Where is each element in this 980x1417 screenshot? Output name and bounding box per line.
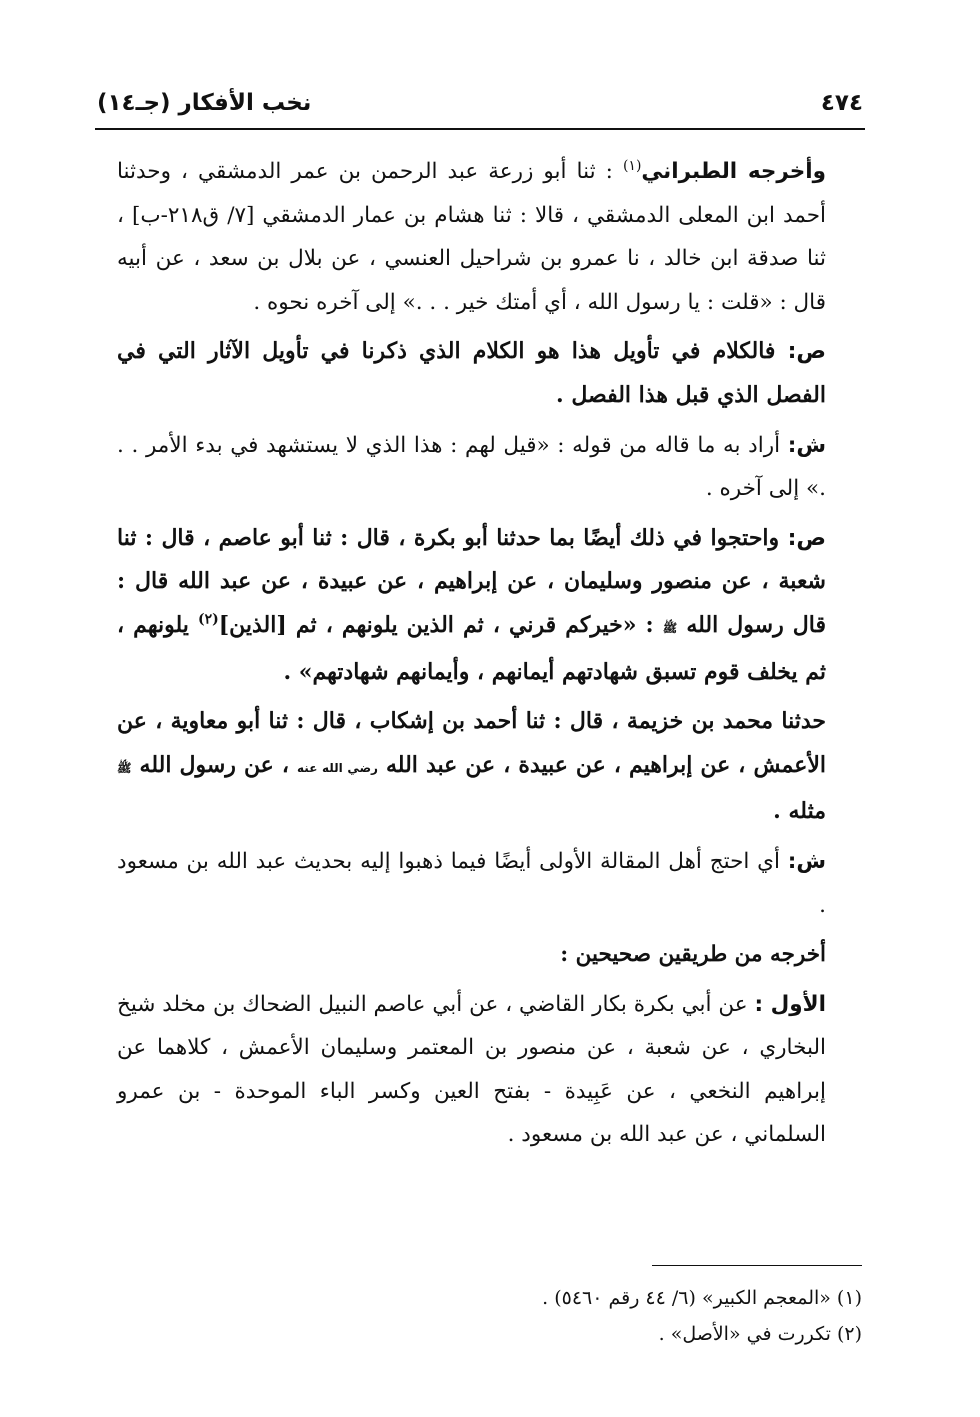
paragraph-sad-2	[117, 517, 862, 694]
paragraph-text: فالكلام في تأويل هذا هو الكلام الذي ذكرنا في تأويل الآثار التي في الفصل الذي قبل هذا الفصل .	[117, 338, 826, 408]
paragraph-label: ش:	[787, 432, 826, 458]
paragraph-text: واحتجوا في ذلك أيضًا بما حدثنا أبو بكرة ، قال : ثنا أبو عاصم ، قال : ثنا شعبة ، عن منصور وسليمان ، عن إبراهيم ، عن عبيدة ، عن عبد الله قال : قال رسول الله	[117, 524, 827, 638]
paragraph-first-route	[117, 983, 862, 1157]
paragraph-text: ، عن رسول الله	[131, 751, 298, 778]
footnotes	[117, 1280, 862, 1352]
footnote-ref-1[interactable]: (١)	[622, 157, 642, 174]
paragraph-label: ش:	[787, 848, 826, 874]
paragraph-text: أي احتج أهل المقالة الأولى أيضًا فيما ذهبوا إليه بحديث عبد الله بن مسعود .	[117, 848, 826, 918]
paragraph-label: وأخرجه الطبراني	[641, 159, 826, 184]
paragraph-tabarani	[117, 150, 862, 324]
paragraph-label: ص:	[787, 339, 826, 365]
paragraph-text: : «خيركم قرني ، ثم الذين يلونهم ، ثم [الذين]	[218, 611, 663, 638]
page-number: ٤٧٤	[820, 90, 863, 116]
paragraph-shin-1	[117, 424, 862, 511]
paragraph-text: أراد به ما قاله من قوله : «قيل لهم : هذا الذي لا يستشهد في بدء الأمر . . .» إلى آخره .	[117, 432, 826, 502]
running-title: نخب الأفكار (جـ١٤)	[97, 90, 312, 116]
paragraph-text: حدثنا محمد بن خزيمة ، قال : ثنا أحمد بن إشكاب ، قال : ثنا أبو معاوية ، عن الأعمش ، عن إبراهيم ، عن عبيدة ، عن عبد الله	[117, 708, 827, 778]
footnote-ref-2[interactable]: (٢)	[197, 611, 219, 628]
paragraph-text: يلونهم ، ثم يخلف قوم تسبق شهادتهم أيمانهم ، وأيمانهم شهادتهم» .	[117, 611, 826, 685]
section-heading: أخرجه من طريقين صحيحين :	[560, 942, 826, 968]
paragraph-sad-1	[117, 330, 862, 417]
main-text	[117, 150, 862, 1163]
honorific-symbol: ﷺ	[662, 620, 678, 635]
honorific-symbol: ﷺ	[117, 760, 132, 775]
paragraph-label: ص:	[787, 525, 826, 551]
paragraph-label: الأول :	[754, 991, 827, 1017]
paragraph-text: : ثنا أبو زرعة عبد الرحمن بن عمر الدمشقي ، وحدثنا أحمد ابن المعلى الدمشقي ، قالا : ثنا هشام بن عمار الدمشقي [٧/ ق٢١٨-ب] ، ثنا صدقة ابن خالد ، نا عمرو بن شراحيل العنسي ، عن بلال بن سعد ، عن أبيه قال : «قلت : يا رسول الله ، أي أمتك خير . . .» إلى آخره نحوه .	[117, 159, 826, 315]
page-header	[95, 82, 865, 130]
footnote-2: (٢) تكررت في «الأصل» .	[658, 1323, 862, 1345]
paragraph-hadith-chain	[117, 700, 862, 834]
footnote-divider	[652, 1265, 862, 1266]
honorific-symbol: رضي الله عنه	[297, 760, 378, 775]
paragraph-text: عن أبي بكرة بكار القاضي ، عن أبي عاصم النبيل الضحاك بن مخلد شيخ البخاري ، عن شعبة ، عن منصور بن المعتمر وسليمان الأعمش ، كلاهما عن إبراهيم النخعي ، عن عَبِيدة - بفتح العين وكسر الباء الموحدة - بن عمرو السلماني ، عن عبد الله بن مسعود .	[117, 991, 826, 1148]
footnote-1: (١) «المعجم الكبير» (٦/ ٤٤ رقم ٥٤٦٠) .	[542, 1287, 862, 1309]
paragraph-shin-2	[117, 840, 862, 927]
paragraph-text: مثله .	[773, 798, 826, 825]
